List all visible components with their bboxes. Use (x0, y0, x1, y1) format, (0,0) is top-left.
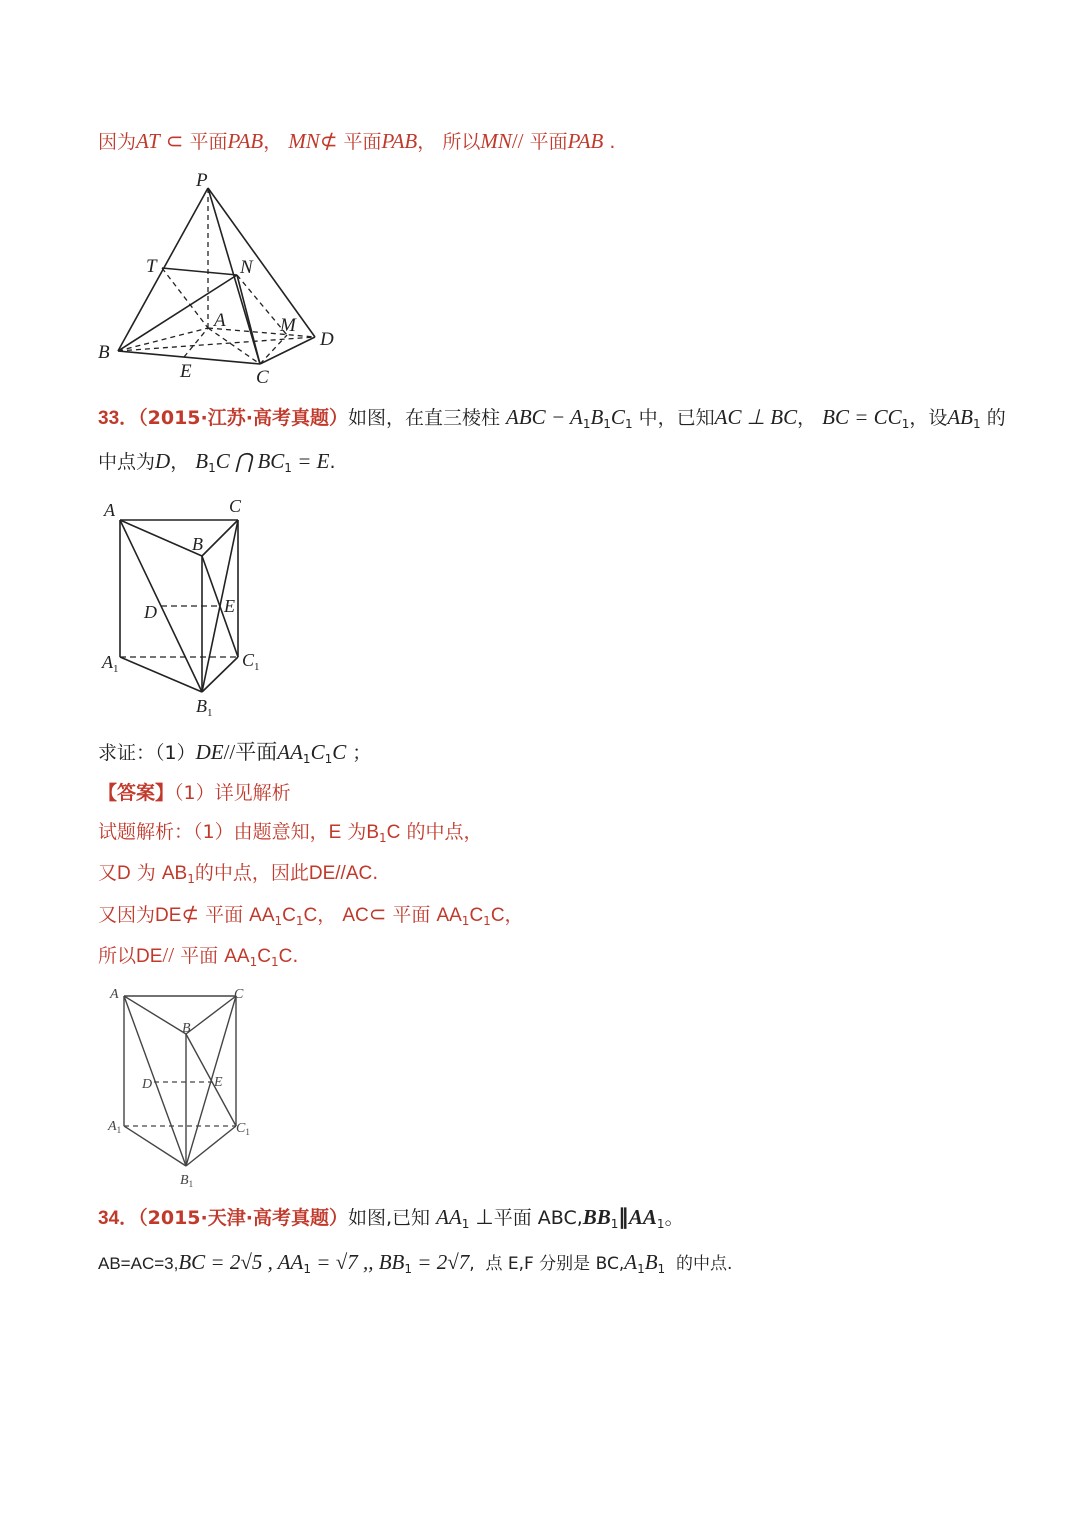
label-T: T (146, 256, 157, 277)
segment-TN (162, 268, 237, 275)
label-B: B (98, 342, 110, 363)
prism-figure-1 (96, 494, 276, 724)
q34-line1: 34．（2015·天津·高考真题）如图,已知 $AA_1$ ⊥平面 $ABC,BB_1\parallel AA_1$。 (98, 1205, 684, 1231)
label-E: E (214, 1075, 223, 1090)
pyramid-figure (90, 160, 350, 390)
label-D: D (142, 1077, 153, 1092)
label-C: C (256, 367, 269, 388)
label-E: E (224, 596, 235, 616)
solution-line2: 又D 为 $AB_1$的中点，因此DE//AC. (98, 862, 379, 886)
label-B1: $B_1$ (180, 1173, 194, 1189)
label-C1: $C_1$ (242, 650, 260, 673)
answer-line: 【答案】（1）详见解析 (98, 782, 291, 804)
label-A: A (214, 310, 226, 331)
label-M: M (280, 315, 296, 336)
prove-line: 求证：（1）DE//平面$AA_1C_1C$ ； (98, 740, 372, 766)
label-B1: $B_1$ (196, 696, 213, 719)
solution-line1: 试题解析：（1）由题意知，E 为$B_1C$ 的中点， (98, 821, 483, 845)
label-A1: $A_1$ (102, 652, 119, 675)
label-C: C (229, 496, 242, 516)
hidden-EA (184, 328, 208, 357)
q33-line1: 33．（2015·江苏·高考真题）如图，在直三棱柱 ABC − $A_1B_1C_1$ 中，已知AC ⊥ BC， BC = $CC_1$，设$AB_1$ 的 (98, 405, 1006, 431)
conclusion-line: 因为AT ⊂ 平面PAB， MN⊄ 平面PAB， 所以MN// 平面PAB . (98, 129, 616, 153)
label-N: N (240, 257, 253, 278)
edge-CD (260, 337, 315, 364)
label-D: D (320, 329, 334, 350)
label-A1: $A_1$ (108, 1119, 122, 1135)
q34-line2: AB=AC=3,BC = 2√5 , $AA_1 = √7$ ,, $BB_1 = 2√7$, 点 E,F 分别是 $BC,A_1B_1$ 的中点. (98, 1250, 733, 1276)
label-C1: $C_1$ (236, 1121, 250, 1137)
solution-line3: 又因为DE⊄ 平面 $AA_1C_1C$， AC⊂ 平面 $AA_1C_1C$， (98, 902, 524, 928)
label-E: E (180, 361, 192, 382)
label-C: C (234, 987, 244, 1002)
prism-figure-2 (104, 984, 264, 1190)
label-A: A (104, 500, 115, 520)
label-B: B (182, 1021, 191, 1036)
solution-line4: 所以DE// 平面 $AA_1C_1C$. (98, 943, 299, 969)
label-P: P (196, 170, 208, 191)
label-B: B (192, 534, 203, 554)
label-A: A (110, 987, 119, 1002)
label-D: D (144, 602, 157, 622)
q33-line2: 中点为D， $B_1C$ ⋂ $BC_1 = E$. (98, 449, 336, 475)
